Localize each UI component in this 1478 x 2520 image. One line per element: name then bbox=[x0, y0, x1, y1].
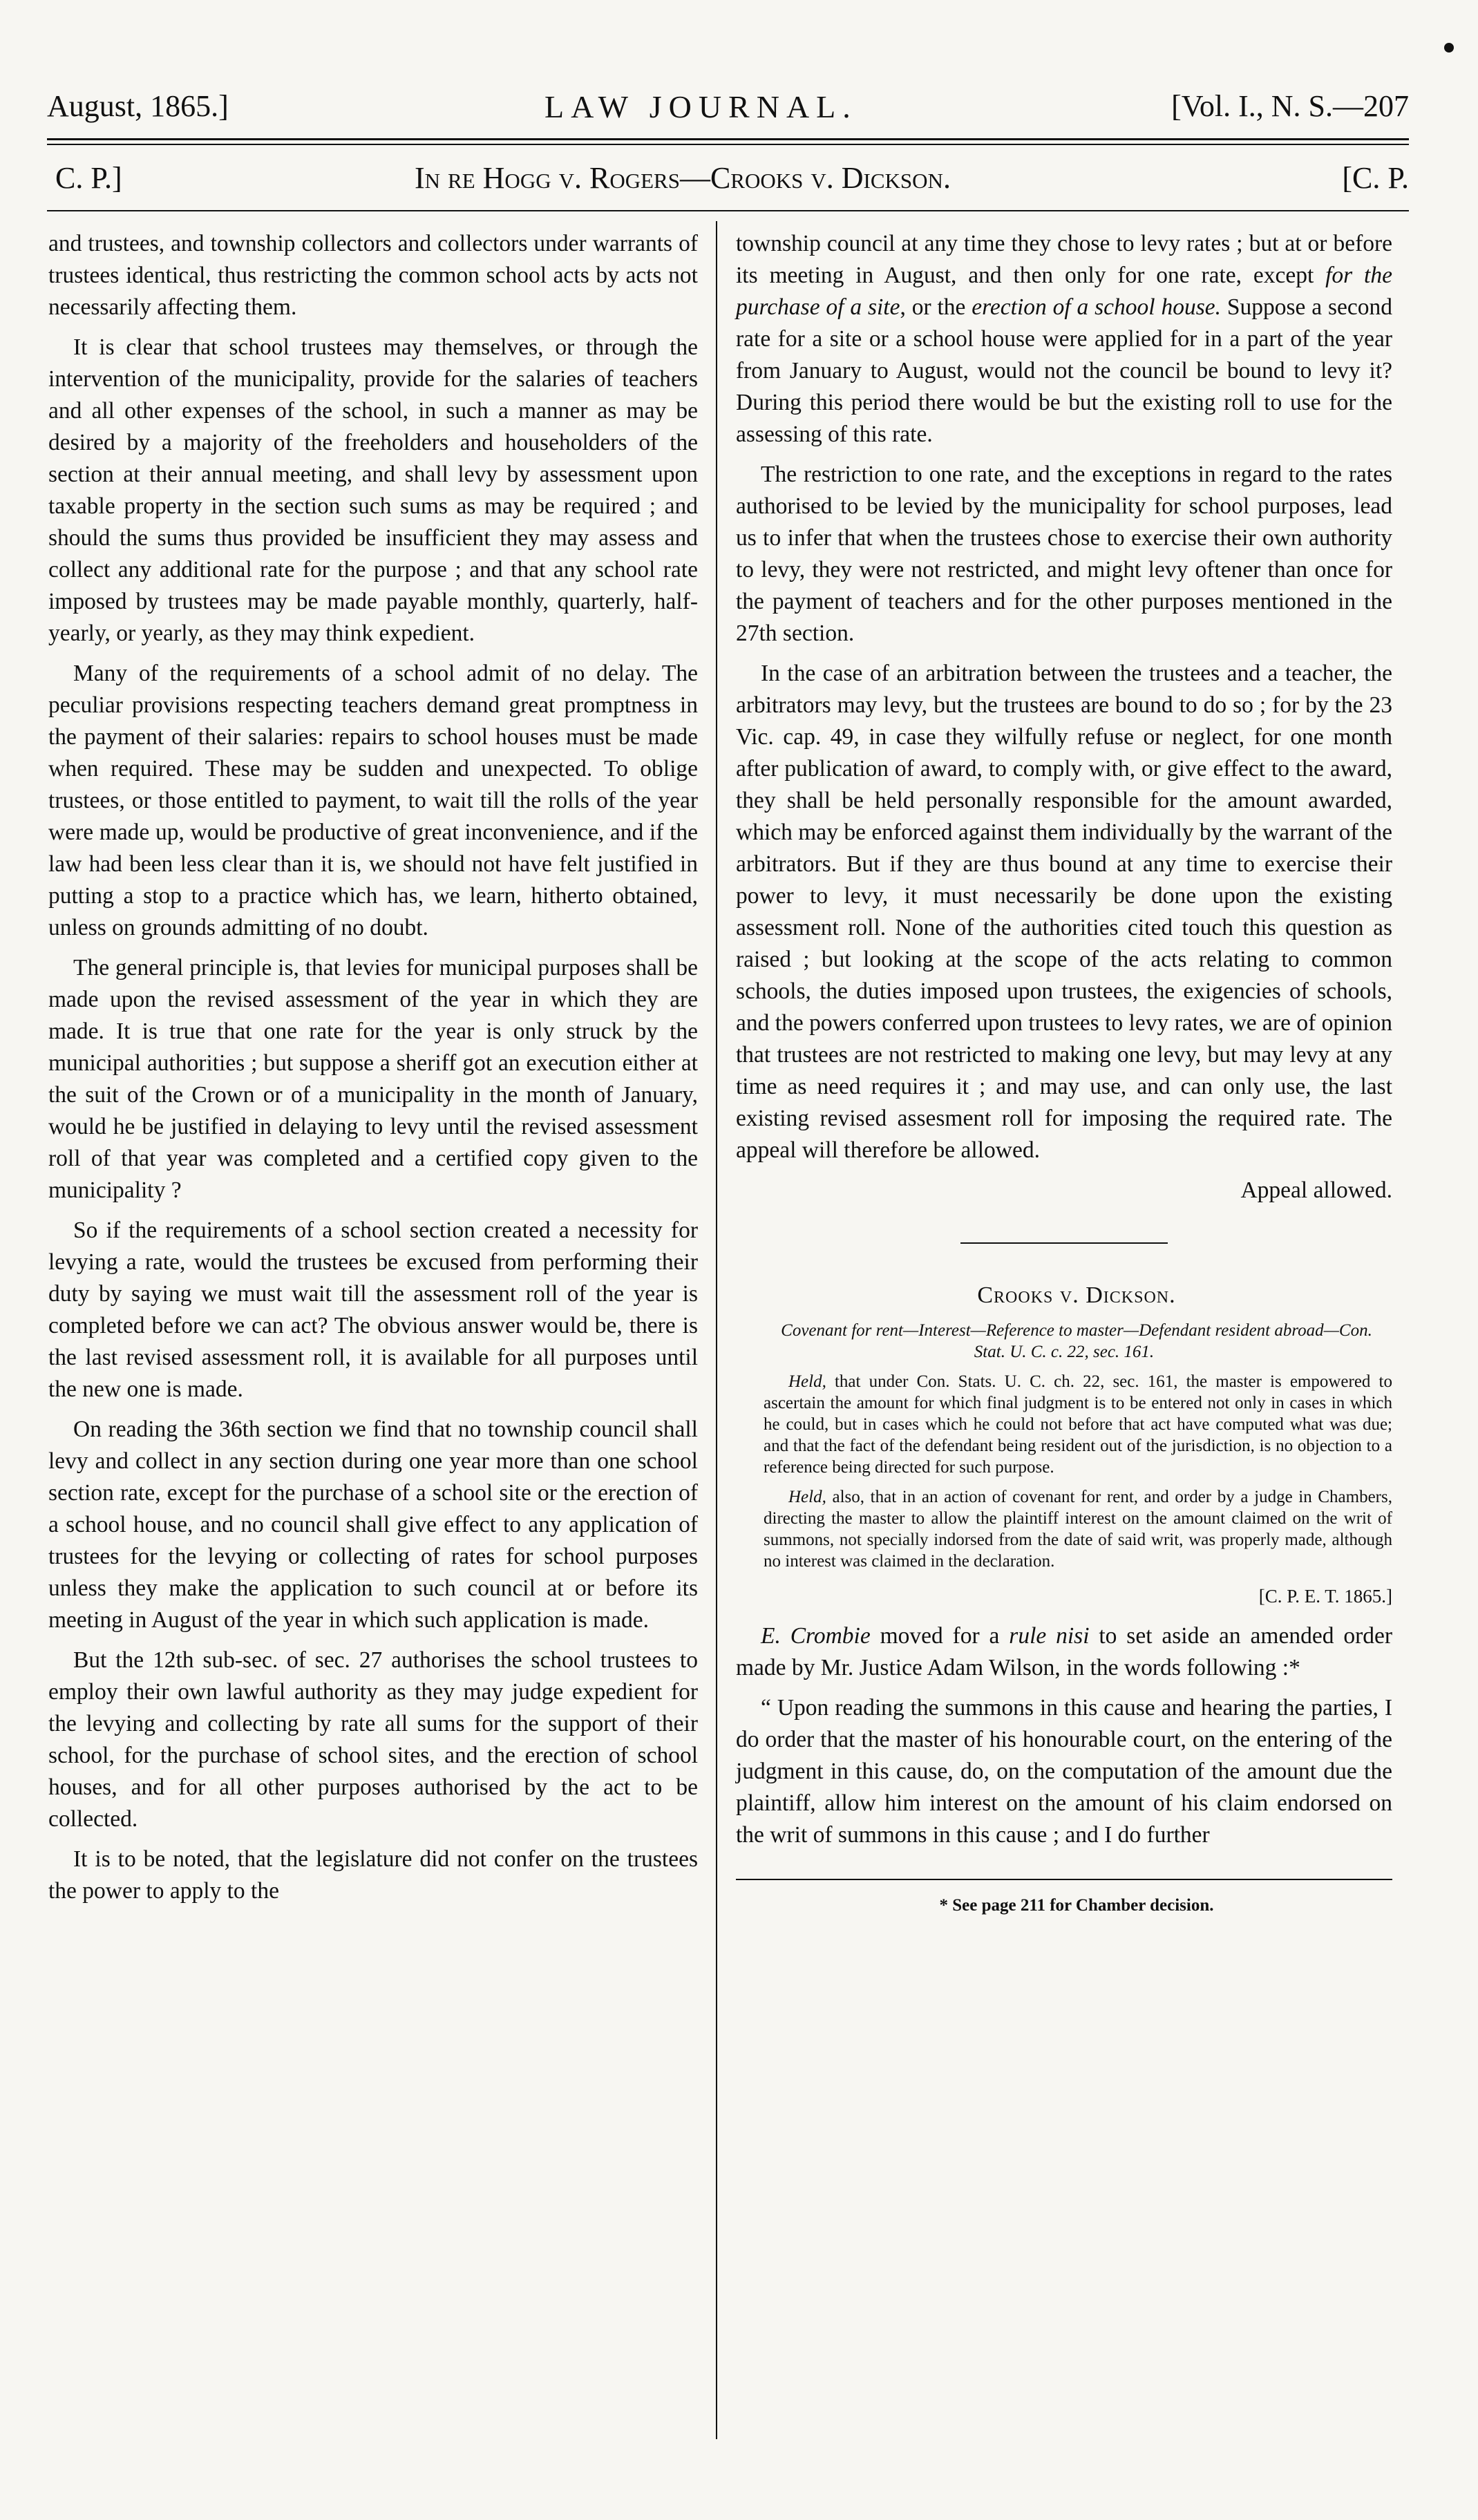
paragraph: So if the requirements of a school section created a necessity for levying a rate, would the trustees be excused from performing their duty by saying we must wait till the assessment roll of the year is completed before we can act? The obvious answer would be, there is the last revised assessment roll, it is available for all purposes until the new one is made. bbox=[48, 1218, 698, 1402]
case-header-title: In re Hogg v. Rogers—Crooks v. Dickson. bbox=[415, 161, 951, 195]
section-rule bbox=[960, 1242, 1168, 1244]
ink-dot bbox=[1444, 43, 1454, 53]
volume-page: [Vol. I., N. S.—207 bbox=[1171, 89, 1409, 123]
headnote-held: Held, that under Con. Stats. U. C. ch. 22, sec. 161, the master is empowered to ascertain the amount for which final judgment is to be entered not only in cases in which he could, but in cases which he could not before that act have computed what was due; and that the fact of the defendant being resident out of the jurisdiction, is no objection to a reference being directed for such purpose. bbox=[764, 1372, 1392, 1477]
journal-title: LAW JOURNAL. bbox=[544, 89, 858, 124]
footnote: * See page 211 for Chamber decision. bbox=[939, 1896, 1214, 1915]
headnote-catchwords: Covenant for rent—Interest—Reference to master—Defendant resident abroad—Con. Stat. U. C. c. 22, sec. 161. bbox=[781, 1321, 1372, 1361]
paragraph: “ Upon reading the summons in this cause and hearing the parties, I do order that the master of his honourable court, on the entering of the judgment in this cause, do, on the computation of the amount due the plaintiff, allow him interest on the amount of his claim endorsed on the writ of summons in this cause ; and I do further bbox=[736, 1695, 1392, 1848]
left-column bbox=[48, 228, 698, 1915]
headnote-held: Held, also, that in an action of covenant for rent, and order by a judge in Chambers, directing the master to allow the plaintiff interest on the amount claimed on the writ of summons, not specially indorsed from the date of said writ, was properly made, although no interest was claimed in the declaration. bbox=[764, 1488, 1392, 1571]
footnote-rule bbox=[736, 1879, 1392, 1880]
running-header bbox=[47, 88, 1409, 134]
judgment-line: Appeal allowed. bbox=[1240, 1177, 1392, 1203]
header-rule bbox=[47, 138, 1409, 140]
case-header bbox=[55, 160, 1409, 202]
paragraph: township council at any time they chose to levy rates ; but at or before its meeting in August, and then only for one rate, except for the purchase of a site, or the erection of a school house. Suppose a second rate for a site or a school house were applied for in a part of the year from January to August, would not the council be bound to levy it? During this period there would be but the existing roll to use for the assessing of this rate. bbox=[736, 231, 1392, 447]
paragraph: It is to be noted, that the legislature did not confer on the trustees the power to apply to the bbox=[48, 1846, 698, 1904]
column-divider bbox=[716, 221, 717, 2439]
paragraph: But the 12th sub-sec. of sec. 27 authorises the school trustees to employ their own lawful authority as they may judge expedient for the levying and collecting by rate all sums for the support of their school, for the purchase of school sites, and the erection of school houses, and for all other purposes authorised by the act to be collected. bbox=[48, 1647, 698, 1832]
paragraph: and trustees, and township collectors and collectors under warrants of trustees identical, thus restricting the common school acts by acts not necessarily affecting them. bbox=[48, 231, 698, 320]
paragraph: Many of the requirements of a school admit of no delay. The peculiar provisions respecting teachers demand great promptness in the payment of their salaries: repairs to school houses must be made when required. These may be sudden and unexpected. To oblige trustees, or those entitled to payment, to wait till the rolls of the year were made up, would be productive of great inconvenience, and if the law had been less clear than it is, we should not have felt justified in putting a stop to a practice which has, we learn, hitherto obtained, unless on grounds admitting of no doubt. bbox=[48, 661, 698, 940]
issue-date: August, 1865.] bbox=[47, 89, 229, 123]
right-column bbox=[736, 228, 1392, 1930]
case-header-rule bbox=[47, 210, 1409, 211]
court-right: [C. P. bbox=[1342, 161, 1409, 195]
paragraph: In the case of an arbitration between the trustees and a teacher, the arbitrators may levy, but the trustees are bound to do so ; for by the 23 Vic. cap. 49, in case they wilfully refuse or neglect, for one month after publication of award, to comply with, or give effect to the award, they shall be held personally responsible for the amount awarded, which may be enforced against them individually by the warrant of the arbitrators. But if they are thus bound at any time to exercise their power to levy, it must necessarily be done upon the existing assessment roll. None of the authorities cited touch this question as raised ; but looking at the scope of the acts relating to common schools, the duties imposed upon trustees, the exigencies of schools, and the powers conferred upon trustees to levy rates, we are of opinion that trustees are not restricted to making one levy, but may levy at any time as need requires it ; and may use, and can only use, the last existing revised assesment roll for imposing the required rate. The appeal will therefore be allowed. bbox=[736, 661, 1392, 1163]
court-left: C. P.] bbox=[55, 161, 122, 195]
paragraph: E. Crombie moved for a rule nisi to set aside an amended order made by Mr. Justice Adam Wilson, in the words following :* bbox=[736, 1623, 1392, 1680]
case-title: Crooks v. Dickson. bbox=[977, 1282, 1176, 1308]
paragraph: The restriction to one rate, and the exceptions in regard to the rates authorised to be levied by the municipality for school purposes, lead us to infer that when the trustees chose to exercise their own authority to levy, they were not restricted, and might levy oftener than once for the payment of teachers and for the other purposes mentioned in the 27th section. bbox=[736, 462, 1392, 646]
paragraph: On reading the 36th section we find that no township council shall levy and collect in any section during one year more than one school section rate, except for the purchase of a school site or the erection of a school house, and no council shall give effect to any application of trustees for the levying or collecting of rates for school purposes unless they make the application to such council at or before its meeting in August of the year in which such application is made. bbox=[48, 1417, 698, 1633]
paragraph: The general principle is, that levies for municipal purposes shall be made upon the revised assessment of the year in which they are made. It is true that one rate for the year is only struck by the municipal authorities ; but suppose a sheriff got an execution either at the suit of the Crown or of a municipality in the month of January, would he be justified in delaying to levy until the revised assessment roll of that year was completed and a certified copy given to the municipality ? bbox=[48, 955, 698, 1203]
report-citation: [C. P. E. T. 1865.] bbox=[1258, 1586, 1392, 1607]
paragraph: It is clear that school trustees may themselves, or through the intervention of the municipality, provide for the salaries of teachers and all other expenses of the school, in such a manner as may be desired by a majority of the freeholders and householders of the section at their annual meeting, and shall levy by assessment upon taxable property in the section such sums as may be required ; and should the sums thus provided be insufficient they may assess and collect any additional rate for the purpose ; and that any school rate imposed by trustees may be made payable monthly, quarterly, half-yearly, or yearly, as they may think expedient. bbox=[48, 334, 698, 646]
header-rule-thin bbox=[47, 144, 1409, 145]
